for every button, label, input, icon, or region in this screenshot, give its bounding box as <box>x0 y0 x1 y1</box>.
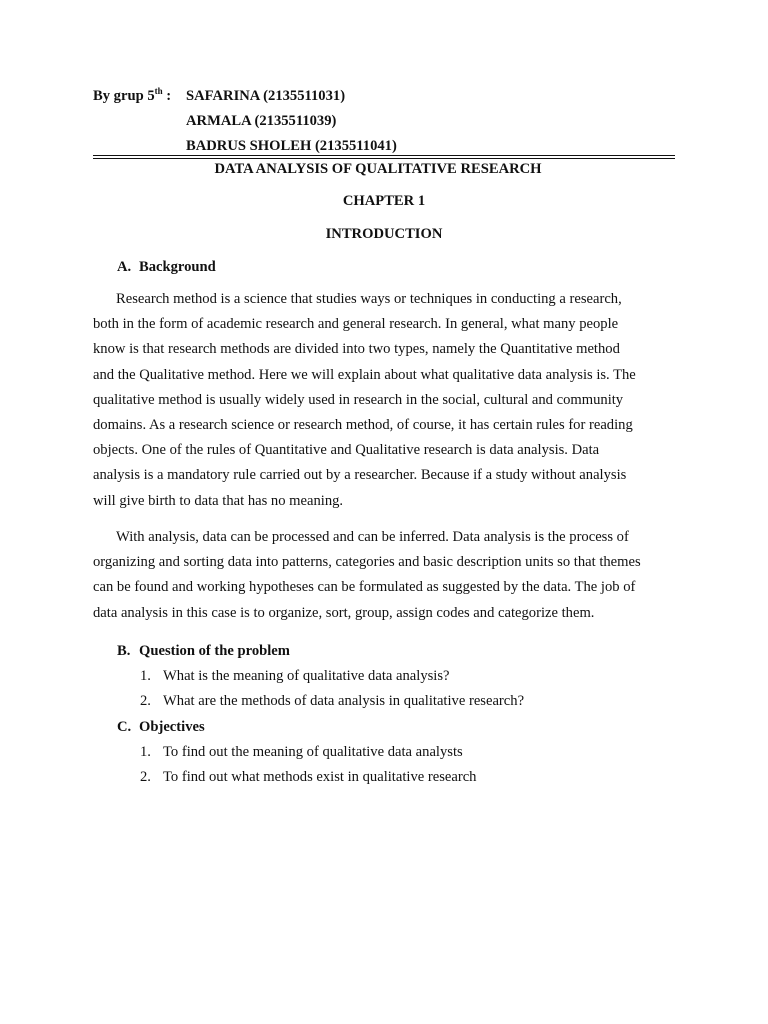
byline-label <box>93 88 171 105</box>
list-text: To find out the meaning of qualitative data analysts <box>163 744 463 760</box>
section-c-title: Objectives <box>139 719 205 735</box>
section-c-letter: C. <box>117 719 132 735</box>
list-number: 2. <box>140 769 151 785</box>
header-rule-top <box>93 155 675 156</box>
byline-superscript: th <box>154 86 163 97</box>
byline-suffix: : <box>162 88 172 104</box>
paragraph-line: With analysis, data can be processed and can be inferred. Data analysis is the process of <box>116 529 629 545</box>
section-b-title: Question of the problem <box>139 643 290 659</box>
section-b-heading <box>117 643 290 660</box>
section-b-letter: B. <box>117 643 131 659</box>
author-2: ARMALA (2135511039) <box>186 113 337 129</box>
paragraph-line: organizing and sorting data into patterns, categories and basic description units so that themes <box>93 554 641 571</box>
paragraph-line: will give birth to data that has no meaning. <box>93 492 344 509</box>
paragraph-line: know is that research methods are divided into two types, namely the Quantitative method <box>93 341 620 358</box>
section-c-heading <box>117 719 205 736</box>
background-paragraph-1 <box>93 287 675 514</box>
list-number: 2. <box>140 693 151 709</box>
document-title: DATA ANALYSIS OF QUALITATIVE RESEARCH <box>214 161 542 177</box>
list-text: What are the methods of data analysis in qualitative research? <box>163 693 525 709</box>
author-3: BADRUS SHOLEH (2135511041) <box>186 138 397 154</box>
question-item-2 <box>140 693 524 710</box>
objective-item-2 <box>140 769 476 786</box>
list-number: 1. <box>140 668 151 684</box>
list-text: What is the meaning of qualitative data analysis? <box>163 668 450 684</box>
paragraph-line: objects. One of the rules of Quantitative and Qualitative research is data analysis. Data <box>93 442 600 459</box>
paragraph-line: can be found and working hypotheses can be formulated as suggested by the data. The job of <box>93 579 636 596</box>
section-a-title: Background <box>139 259 216 275</box>
chapter-title: INTRODUCTION <box>325 226 443 242</box>
section-a-heading <box>117 259 216 276</box>
paragraph-line: and the Qualitative method. Here we will explain about what qualitative data analysis is. The <box>93 366 636 383</box>
chapter-number: CHAPTER 1 <box>342 193 426 209</box>
paragraph-line: domains. As a research science or research method, of course, it has certain rules for reading <box>93 417 633 434</box>
background-paragraph-2 <box>93 525 675 626</box>
list-number: 1. <box>140 744 151 760</box>
paragraph-line: data analysis in this case is to organize, sort, group, assign codes and categorize them. <box>93 604 595 621</box>
section-a-letter: A. <box>117 259 132 275</box>
paragraph-line: both in the form of academic research and general research. In general, what many people <box>93 316 619 333</box>
header-rule-bottom <box>93 158 675 159</box>
list-text: To find out what methods exist in qualitative research <box>163 769 477 785</box>
question-item-1 <box>140 668 450 685</box>
author-1: SAFARINA (2135511031) <box>186 88 346 104</box>
paragraph-line: Research method is a science that studies ways or techniques in conducting a research, <box>116 291 622 307</box>
byline-prefix: By grup 5 <box>93 88 155 104</box>
paragraph-line: analysis is a mandatory rule carried out by a researcher. Because if a study without analysis <box>93 467 627 484</box>
objective-item-1 <box>140 744 463 761</box>
paragraph-line: qualitative method is usually widely used in research in the social, cultural and community <box>93 391 624 408</box>
